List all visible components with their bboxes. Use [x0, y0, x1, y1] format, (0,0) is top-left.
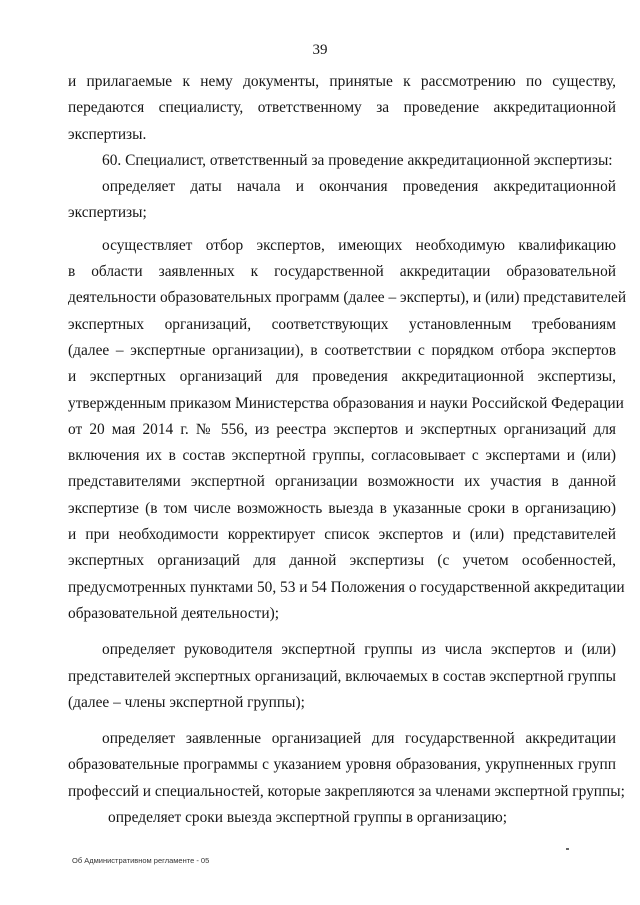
text-line: определяет заявленные организацией для государственной аккредитации [102, 730, 616, 748]
text-line: предусмотренных пунктами 50, 53 и 54 Положения о государственной аккредитации [68, 578, 625, 596]
text-line: включения их в состав экспертной группы, согласовывает с экспертами и (или) [68, 447, 616, 465]
text-line: (далее – члены экспертной группы); [68, 693, 305, 711]
text-line: осуществляет отбор экспертов, имеющих необходимую квалификацию [102, 236, 616, 254]
text-line: определяет сроки выезда экспертной группы в организацию; [108, 809, 508, 827]
text-line: определяет даты начала и окончания проведения аккредитационной [102, 178, 616, 196]
text-line: экспертных организаций, соответствующих установленным требованиям [68, 315, 616, 333]
text-line: передаются специалисту, ответственному за проведение аккредитационной [68, 99, 616, 117]
text-line: представителями экспертной организации возможности их участия в данной [68, 473, 616, 491]
text-line: экспертных организаций для данной экспертизы (с учетом особенностей, [68, 552, 616, 570]
footer-note: Об Административном регламенте - 05 [72, 856, 210, 865]
text-line: профессий и специальностей, которые закрепляются за членами экспертной группы; [68, 782, 625, 800]
text-line: деятельности образовательных программ (далее – эксперты), и (или) представителей [68, 289, 627, 307]
page-number: 39 [312, 42, 328, 58]
text-line: утвержденным приказом Министерства образования и науки Российской Федерации [68, 394, 624, 412]
text-line: (далее – экспертные организации), в соответствии с порядком отбора экспертов [68, 341, 616, 359]
text-line: в области заявленных к государственной аккредитации образовательной [68, 263, 616, 281]
text-line: экспертизе (в том числе возможность выезда в указанные сроки в организацию) [68, 499, 616, 517]
text-line: экспертизы; [68, 204, 147, 222]
text-line: экспертизы. [68, 125, 147, 143]
text-line: и экспертных организаций для проведения аккредитационной экспертизы, [68, 368, 616, 386]
text-line: от 20 мая 2014 г. № 556, из реестра экспертов и экспертных организаций для [68, 420, 616, 438]
scan-mark [566, 848, 569, 850]
text-line: определяет руководителя экспертной группы из числа экспертов и (или) [102, 641, 616, 659]
text-line: образовательные программы с указанием уровня образования, укрупненных групп [68, 756, 616, 774]
text-line: и при необходимости корректирует список экспертов и (или) представителей [68, 526, 616, 544]
document-body [68, 69, 627, 831]
text-line: представителей экспертных организаций, включаемых в состав экспертной группы [68, 667, 616, 685]
text-line: и прилагаемые к нему документы, принятые к рассмотрению по существу, [68, 73, 616, 90]
text-line: образовательной деятельности); [68, 604, 280, 622]
text-line: 60. Специалист, ответственный за проведение аккредитационной экспертизы: [102, 151, 613, 169]
